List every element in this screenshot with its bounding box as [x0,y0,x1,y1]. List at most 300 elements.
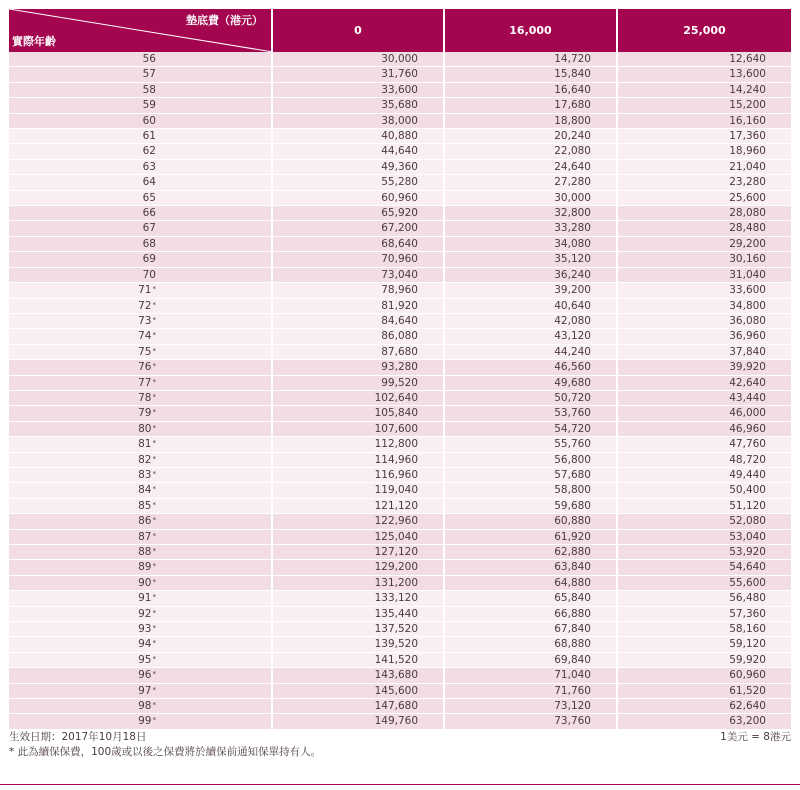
age-value: 77 [138,376,152,389]
table-row [9,175,791,190]
table-row [9,52,791,67]
table-row [9,129,791,144]
premium-cell-col1: 27,280 [445,175,618,190]
renewal-asterisk: * [152,639,156,648]
age-cell [9,175,273,190]
age-cell [9,607,273,622]
premium-cell-col2: 57,360 [618,607,791,622]
age-value: 63 [142,160,156,173]
table-row [9,637,791,652]
age-cell [9,545,273,560]
table-row [9,314,791,329]
table-row [9,268,791,283]
age-value: 84 [138,484,152,497]
premium-cell-col2: 60,960 [618,668,791,683]
renewal-asterisk: * [152,423,156,432]
premium-cell-col1: 56,800 [445,453,618,468]
table-row [9,83,791,98]
premium-cell-col2: 50,400 [618,483,791,498]
table-row [9,468,791,483]
age-cell [9,314,273,329]
table-row [9,360,791,375]
premium-cell-col2: 55,600 [618,576,791,591]
age-value: 98 [138,700,152,713]
premium-cell-col2: 18,960 [618,144,791,159]
premium-cell-col2: 58,160 [618,622,791,637]
premium-cell-col1: 73,760 [445,714,618,729]
premium-cell-col1: 15,840 [445,67,618,82]
premium-cell-col2: 28,480 [618,221,791,236]
premium-cell-col1: 57,680 [445,468,618,483]
premium-cell-col2: 46,000 [618,406,791,421]
age-value: 73 [138,314,152,327]
table-row [9,576,791,591]
header-corner-cell [9,9,273,52]
renewal-asterisk: * [152,670,156,679]
age-value: 76 [138,361,152,374]
premium-cell-col0: 70,960 [273,252,445,267]
premium-cell-col2: 34,800 [618,299,791,314]
renewal-asterisk: * [152,377,156,386]
premium-cell-col1: 54,720 [445,422,618,437]
premium-cell-col1: 66,880 [445,607,618,622]
age-value: 86 [138,515,152,528]
age-value: 69 [142,253,156,266]
renewal-asterisk: * [152,500,156,509]
premium-cell-col1: 35,120 [445,252,618,267]
table-row [9,653,791,668]
renewal-asterisk: * [152,685,156,694]
age-value: 95 [138,653,152,666]
premium-cell-col0: 44,640 [273,144,445,159]
premium-cell-col1: 53,760 [445,406,618,421]
premium-cell-col1: 14,720 [445,52,618,67]
premium-cell-col0: 73,040 [273,268,445,283]
age-cell [9,468,273,483]
age-value: 92 [138,607,152,620]
renewal-asterisk: * [152,315,156,324]
premium-cell-col1: 55,760 [445,437,618,452]
age-cell [9,329,273,344]
table-row [9,453,791,468]
age-value: 67 [142,222,156,235]
premium-cell-col0: 125,040 [273,530,445,545]
age-cell [9,437,273,452]
age-cell [9,514,273,529]
renewal-asterisk: * [152,408,156,417]
premium-cell-col2: 14,240 [618,83,791,98]
age-value: 99 [138,715,152,728]
age-value: 94 [138,638,152,651]
renewal-asterisk: * [152,331,156,340]
renewal-asterisk: * [152,392,156,401]
premium-cell-col0: 87,680 [273,345,445,360]
premium-cell-col2: 37,840 [618,345,791,360]
premium-cell-col1: 59,680 [445,499,618,514]
age-cell [9,699,273,714]
age-cell [9,129,273,144]
premium-cell-col0: 81,920 [273,299,445,314]
premium-cell-col2: 33,600 [618,283,791,298]
table-row [9,160,791,175]
premium-cell-col0: 102,640 [273,391,445,406]
table-row [9,114,791,129]
table-row [9,237,791,252]
age-cell [9,376,273,391]
renewal-asterisk: * [152,454,156,463]
premium-cell-col0: 141,520 [273,653,445,668]
premium-cell-col0: 131,200 [273,576,445,591]
premium-cell-col0: 133,120 [273,591,445,606]
premium-cell-col0: 49,360 [273,160,445,175]
table-row [9,530,791,545]
premium-cell-col2: 28,080 [618,206,791,221]
premium-cell-col2: 21,040 [618,160,791,175]
premium-cell-col2: 51,120 [618,499,791,514]
premium-cell-col0: 143,680 [273,668,445,683]
premium-cell-col1: 33,280 [445,221,618,236]
premium-cell-col0: 137,520 [273,622,445,637]
table-row [9,406,791,421]
age-value: 71 [138,284,152,297]
age-value: 70 [142,268,156,281]
age-cell [9,206,273,221]
age-value: 96 [138,669,152,682]
table-row [9,221,791,236]
table-row [9,560,791,575]
premium-cell-col2: 53,040 [618,530,791,545]
table-row [9,684,791,699]
age-value: 82 [138,453,152,466]
premium-cell-col2: 15,200 [618,98,791,113]
age-value: 81 [138,438,152,451]
age-cell [9,98,273,113]
premium-cell-col1: 65,840 [445,591,618,606]
age-value: 93 [138,623,152,636]
premium-cell-col0: 147,680 [273,699,445,714]
age-cell [9,530,273,545]
table-row [9,422,791,437]
renewal-asterisk: * [152,624,156,633]
table-row [9,483,791,498]
premium-cell-col1: 18,800 [445,114,618,129]
premium-cell-col2: 49,440 [618,468,791,483]
premium-cell-col0: 84,640 [273,314,445,329]
premium-cell-col0: 38,000 [273,114,445,129]
table-row [9,345,791,360]
premium-cell-col1: 40,640 [445,299,618,314]
age-value: 97 [138,684,152,697]
premium-cell-col2: 39,920 [618,360,791,375]
age-value: 87 [138,530,152,543]
table-row [9,591,791,606]
table-row [9,144,791,159]
premium-cell-col1: 39,200 [445,283,618,298]
age-cell [9,252,273,267]
premium-cell-col1: 60,880 [445,514,618,529]
premium-cell-col1: 50,720 [445,391,618,406]
premium-cell-col2: 30,160 [618,252,791,267]
premium-cell-col2: 46,960 [618,422,791,437]
renewal-asterisk: * [152,485,156,494]
premium-cell-col0: 119,040 [273,483,445,498]
column-header-16000: 16,000 [445,9,618,52]
age-cell [9,191,273,206]
renewal-asterisk: * [152,716,156,725]
premium-cell-col0: 35,680 [273,98,445,113]
table-row [9,514,791,529]
age-value: 65 [142,191,156,204]
table-row [9,283,791,298]
age-value: 80 [138,422,152,435]
age-value: 88 [138,546,152,558]
premium-cell-col1: 36,240 [445,268,618,283]
table-row [9,67,791,82]
age-value: 64 [142,176,156,189]
age-value: 78 [138,391,152,404]
premium-cell-col1: 20,240 [445,129,618,144]
age-cell [9,406,273,421]
premium-cell-col1: 62,880 [445,545,618,560]
premium-cell-col2: 23,280 [618,175,791,190]
premium-cell-col0: 33,600 [273,83,445,98]
renewal-asterisk: * [152,593,156,602]
premium-cell-col1: 32,800 [445,206,618,221]
premium-cell-col2: 48,720 [618,453,791,468]
premium-cell-col0: 78,960 [273,283,445,298]
age-value: 61 [142,130,156,143]
age-value: 89 [138,561,152,574]
age-header-label: 實際年齡 [12,35,56,48]
premium-cell-col2: 42,640 [618,376,791,391]
table-row [9,252,791,267]
premium-cell-col1: 67,840 [445,622,618,637]
age-cell [9,653,273,668]
age-cell [9,144,273,159]
premium-cell-col2: 31,040 [618,268,791,283]
premium-cell-col0: 139,520 [273,637,445,652]
age-cell [9,637,273,652]
premium-header-label: 墊底費（港元） [186,14,263,27]
table-row [9,622,791,637]
table-row [9,98,791,113]
age-cell [9,684,273,699]
bottom-divider [0,784,800,785]
premium-cell-col0: 93,280 [273,360,445,375]
table-row [9,376,791,391]
age-value: 60 [142,114,156,127]
age-cell [9,83,273,98]
age-cell [9,422,273,437]
premium-cell-col1: 30,000 [445,191,618,206]
premium-cell-col0: 86,080 [273,329,445,344]
premium-cell-col0: 145,600 [273,684,445,699]
premium-cell-col0: 105,840 [273,406,445,421]
premium-cell-col1: 49,680 [445,376,618,391]
renewal-asterisk: * [152,439,156,448]
renewal-asterisk: * [152,300,156,309]
age-cell [9,591,273,606]
premium-cell-col0: 135,440 [273,607,445,622]
table-row [9,545,791,560]
age-cell [9,622,273,637]
premium-cell-col2: 16,160 [618,114,791,129]
age-cell [9,391,273,406]
premium-cell-col1: 71,760 [445,684,618,699]
column-header-25000: 25,000 [618,9,791,52]
age-cell [9,268,273,283]
premium-cell-col2: 12,640 [618,52,791,67]
premium-cell-col1: 34,080 [445,237,618,252]
age-cell [9,499,273,514]
age-cell [9,221,273,236]
premium-cell-col0: 129,200 [273,560,445,575]
age-value: 79 [138,407,152,420]
renewal-note: * 此為續保保費，100歲或以後之保費將於續保前通知保單持有人。 [9,746,322,758]
premium-cell-col1: 22,080 [445,144,618,159]
age-value: 59 [142,99,156,112]
premium-cell-col0: 107,600 [273,422,445,437]
age-value: 66 [142,207,156,220]
age-cell [9,160,273,175]
age-value: 57 [142,68,156,81]
premium-cell-col0: 149,760 [273,714,445,729]
table-row [9,299,791,314]
premium-cell-col2: 43,440 [618,391,791,406]
footer-notes [9,730,321,760]
premium-cell-col0: 99,520 [273,376,445,391]
age-cell [9,299,273,314]
premium-cell-col0: 121,120 [273,499,445,514]
age-value: 58 [142,83,156,96]
premium-cell-col1: 43,120 [445,329,618,344]
premium-cell-col2: 47,760 [618,437,791,452]
age-value: 74 [138,330,152,343]
premium-cell-col2: 59,120 [618,637,791,652]
age-value: 56 [142,53,156,65]
premium-cell-col1: 24,640 [445,160,618,175]
table-row [9,699,791,714]
premium-cell-col1: 63,840 [445,560,618,575]
table-row [9,714,791,729]
table-body [9,52,791,730]
premium-cell-col1: 44,240 [445,345,618,360]
table-row [9,191,791,206]
renewal-asterisk: * [152,562,156,571]
age-cell [9,714,273,729]
premium-cell-col1: 58,800 [445,483,618,498]
age-cell [9,560,273,575]
premium-cell-col2: 54,640 [618,560,791,575]
premium-cell-col0: 40,880 [273,129,445,144]
renewal-asterisk: * [152,654,156,663]
premium-cell-col2: 62,640 [618,699,791,714]
premium-cell-col0: 127,120 [273,545,445,560]
premium-cell-col2: 63,200 [618,714,791,729]
premium-cell-col2: 36,960 [618,329,791,344]
premium-cell-col0: 55,280 [273,175,445,190]
premium-cell-col1: 61,920 [445,530,618,545]
table-row [9,668,791,683]
premium-cell-col1: 17,680 [445,98,618,113]
premium-table-container [9,9,791,730]
age-cell [9,283,273,298]
premium-cell-col2: 52,080 [618,514,791,529]
premium-cell-col0: 112,800 [273,437,445,452]
renewal-asterisk: * [152,577,156,586]
premium-cell-col1: 64,880 [445,576,618,591]
premium-cell-col0: 60,960 [273,191,445,206]
age-cell [9,114,273,129]
exchange-rate: 1美元 = 8港元 [720,731,791,743]
table-row [9,499,791,514]
premium-cell-col2: 13,600 [618,67,791,82]
premium-cell-col1: 42,080 [445,314,618,329]
age-value: 72 [138,299,152,312]
premium-cell-col0: 114,960 [273,453,445,468]
premium-cell-col0: 68,640 [273,237,445,252]
premium-cell-col0: 65,920 [273,206,445,221]
premium-cell-col1: 68,880 [445,637,618,652]
age-value: 68 [142,237,156,250]
age-cell [9,360,273,375]
renewal-asterisk: * [152,346,156,355]
renewal-asterisk: * [152,608,156,617]
table-row [9,206,791,221]
table-row [9,391,791,406]
premium-cell-col1: 69,840 [445,653,618,668]
renewal-asterisk: * [152,516,156,525]
premium-cell-col2: 59,920 [618,653,791,668]
premium-cell-col1: 46,560 [445,360,618,375]
premium-cell-col0: 30,000 [273,52,445,67]
renewal-asterisk: * [152,285,156,294]
renewal-asterisk: * [152,531,156,540]
age-cell [9,453,273,468]
age-cell [9,668,273,683]
table-row [9,437,791,452]
age-value: 83 [138,468,152,481]
renewal-asterisk: * [152,547,156,555]
age-cell [9,237,273,252]
renewal-asterisk: * [152,469,156,478]
premium-cell-col2: 25,600 [618,191,791,206]
age-value: 62 [142,145,156,158]
age-value: 90 [138,576,152,589]
column-header-0: 0 [273,9,445,52]
age-cell [9,483,273,498]
table-row [9,329,791,344]
table-row [9,607,791,622]
premium-table [9,9,791,730]
premium-cell-col2: 36,080 [618,314,791,329]
premium-cell-col2: 56,480 [618,591,791,606]
effective-date: 生效日期：2017年10月18日 [9,731,147,743]
renewal-asterisk: * [152,701,156,710]
premium-cell-col2: 17,360 [618,129,791,144]
table-header-row [9,9,791,52]
age-value: 91 [138,592,152,605]
premium-cell-col1: 71,040 [445,668,618,683]
premium-cell-col0: 31,760 [273,67,445,82]
age-cell [9,345,273,360]
age-cell [9,576,273,591]
age-cell [9,52,273,67]
premium-cell-col2: 29,200 [618,237,791,252]
renewal-asterisk: * [152,362,156,371]
premium-cell-col2: 53,920 [618,545,791,560]
premium-cell-col0: 67,200 [273,221,445,236]
